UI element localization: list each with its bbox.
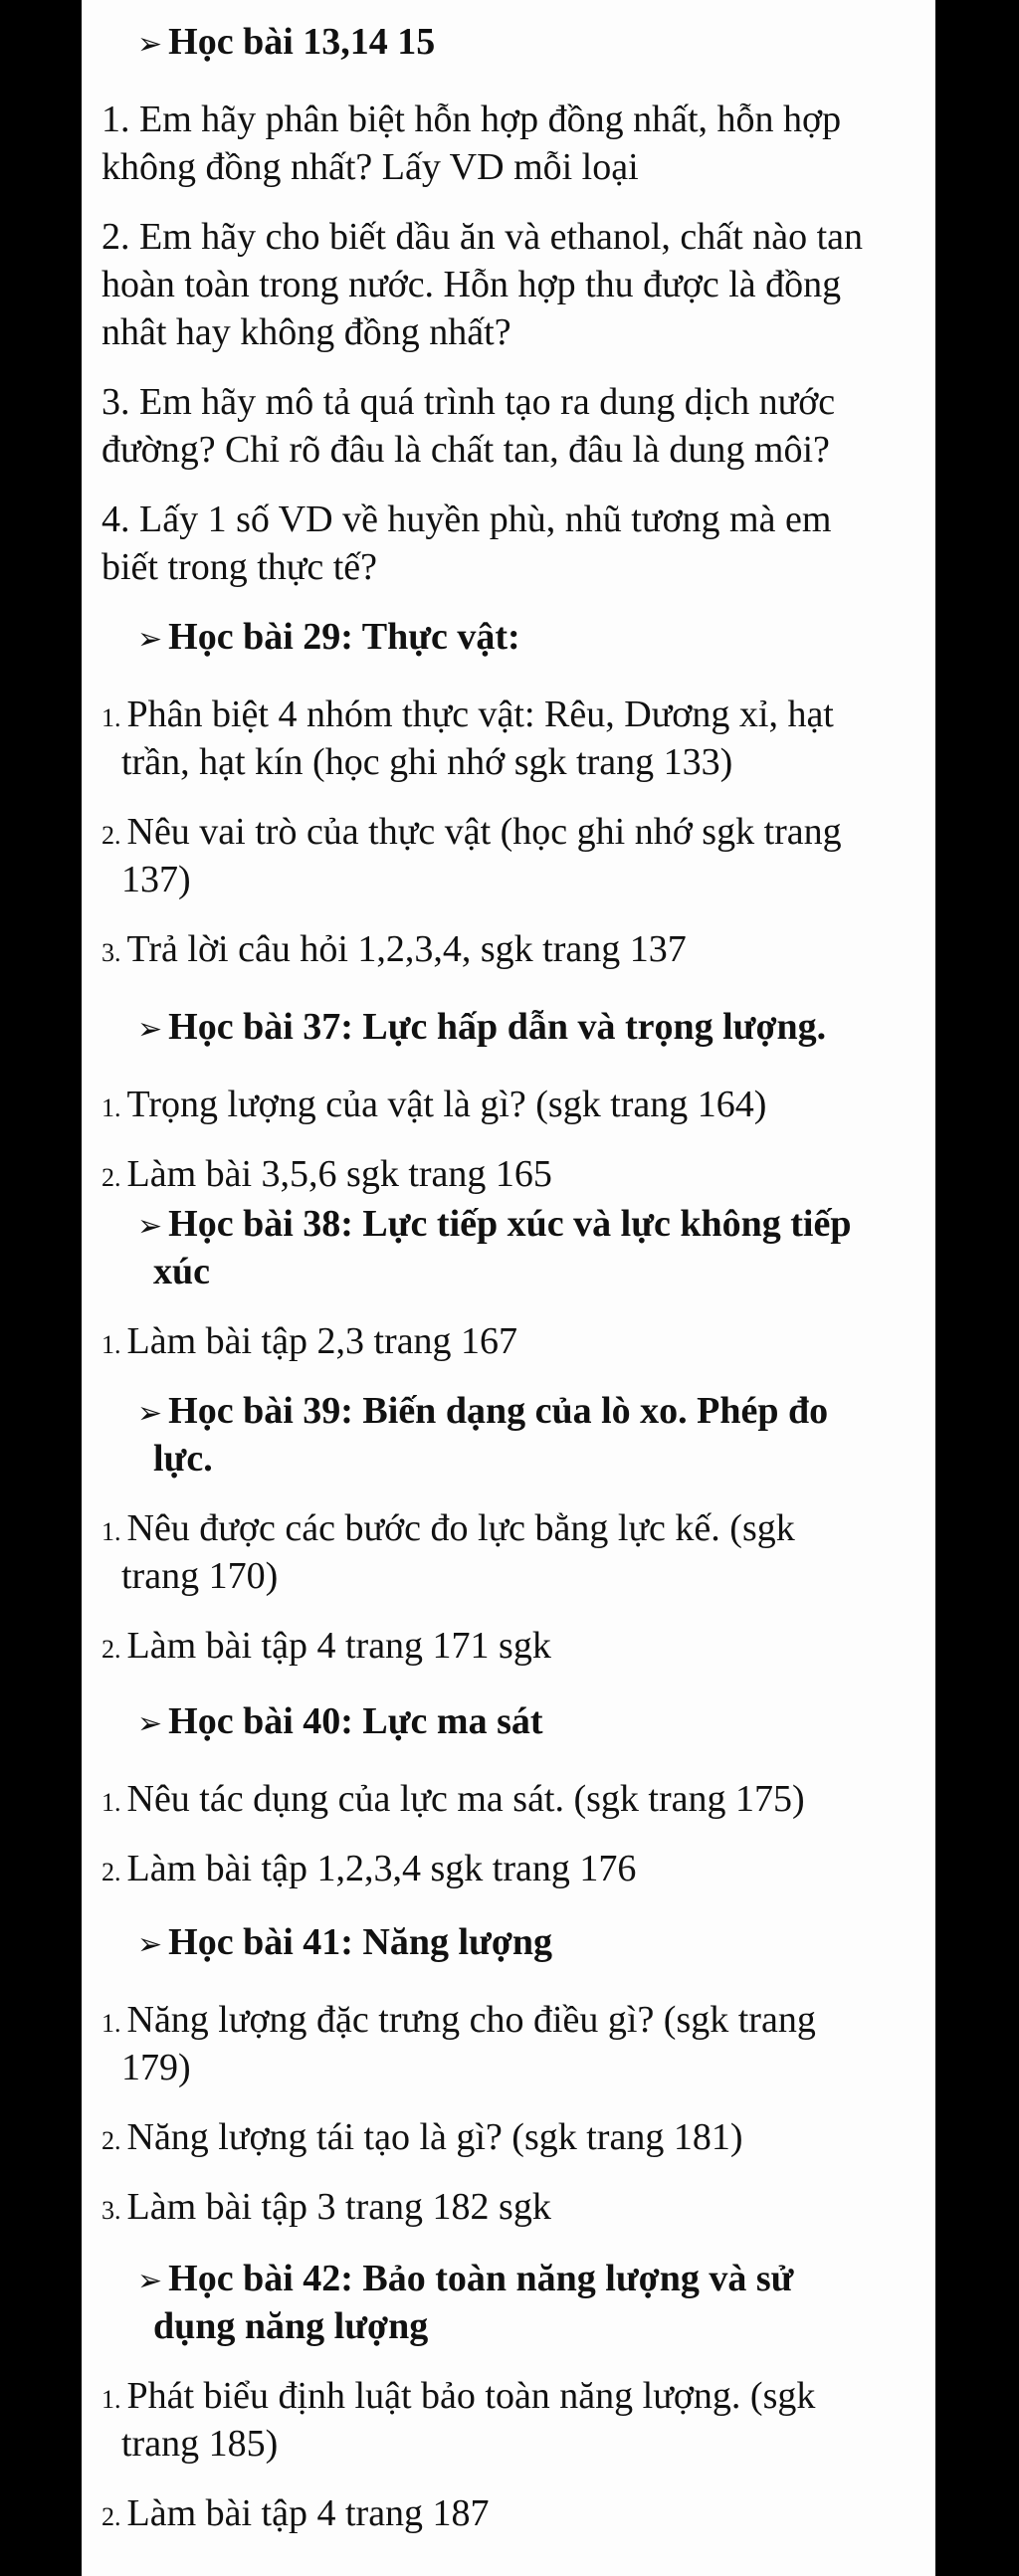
list-item xyxy=(102,1077,766,1136)
document-page xyxy=(82,0,935,2576)
section-heading xyxy=(137,609,520,668)
section-heading xyxy=(137,14,435,73)
list-item-continuation: trang 185) xyxy=(121,2423,279,2465)
list-item-continuation: 137) xyxy=(121,859,191,900)
heading-text: Học bài 39: Biến dạng của lò xo. Phép đo xyxy=(168,1390,829,1432)
item-text: Năng lượng tái tạo là gì? (sgk trang 181) xyxy=(126,2116,743,2158)
item-text: Làm bài tập 1,2,3,4 sgk trang 176 xyxy=(126,1848,637,1889)
item-number: 1. xyxy=(102,1330,121,1359)
heading-text: Học bài 37: Lực hấp dẫn và trọng lượng. xyxy=(168,1006,827,1048)
list-item xyxy=(102,1618,551,1678)
heading-text: Học bài 40: Lực ma sát xyxy=(168,1700,543,1742)
item-number: 3. xyxy=(102,2196,121,2225)
list-item-continuation: 179) xyxy=(121,2047,191,2088)
section-heading xyxy=(137,1914,552,1973)
item-number: 1. xyxy=(102,1093,121,1122)
section-heading xyxy=(137,1693,543,1752)
item-number: 2. xyxy=(102,1635,121,1664)
text-line: hoàn toàn trong nước. Hỗn hợp thu được là đồng xyxy=(102,264,842,305)
item-number: 1. xyxy=(102,1788,121,1817)
item-number: 1. xyxy=(102,1517,121,1546)
list-item xyxy=(102,1992,816,2052)
heading-text: Học bài 41: Năng lượng xyxy=(168,1921,553,1963)
list-item xyxy=(102,804,842,864)
text-line: không đồng nhất? Lấy VD mỗi loại xyxy=(102,146,639,188)
item-number: 2. xyxy=(102,2126,121,2155)
item-text: Trả lời câu hỏi 1,2,3,4, sgk trang 137 xyxy=(126,928,687,970)
list-item-continuation: trang 170) xyxy=(121,1555,279,1597)
item-text: Làm bài tập 4 trang 171 sgk xyxy=(126,1625,551,1667)
list-item-continuation: trần, hạt kín (học ghi nhớ sgk trang 133) xyxy=(121,741,733,783)
item-number: 3. xyxy=(102,938,121,967)
item-text: Phát biểu định luật bảo toàn năng lượng. (sgk xyxy=(126,2375,816,2417)
arrow-bullet-icon: ➢ xyxy=(137,1013,163,1046)
text-line: 3. Em hãy mô tả quá trình tạo ra dung dịch nước xyxy=(102,381,836,423)
item-text: Nêu tác dụng của lực ma sát. (sgk trang 175) xyxy=(126,1778,805,1820)
heading-text: Học bài 42: Bảo toàn năng lượng và sử xyxy=(168,2258,794,2299)
text-line: biết trong thực tế? xyxy=(102,546,378,588)
arrow-bullet-icon: ➢ xyxy=(137,1210,163,1243)
section-heading xyxy=(137,999,826,1058)
list-item xyxy=(102,1313,517,1373)
item-text: Làm bài tập 3 trang 182 sgk xyxy=(126,2186,551,2228)
item-number: 1. xyxy=(102,2385,121,2414)
list-item xyxy=(102,1771,805,1831)
arrow-bullet-icon: ➢ xyxy=(137,623,163,656)
list-item xyxy=(102,2485,490,2545)
arrow-bullet-icon: ➢ xyxy=(137,2265,163,2297)
item-text: Nêu vai trò của thực vật (học ghi nhớ sgk trang xyxy=(126,811,842,853)
section-heading-continuation: lực. xyxy=(153,1438,213,1480)
section-heading xyxy=(137,1383,828,1442)
list-item xyxy=(102,2179,551,2239)
text-line: đường? Chỉ rõ đâu là chất tan, đâu là dung môi? xyxy=(102,429,830,471)
list-item xyxy=(102,921,687,981)
item-number: 2. xyxy=(102,2502,121,2531)
item-text: Làm bài 3,5,6 sgk trang 165 xyxy=(126,1153,552,1195)
arrow-bullet-icon: ➢ xyxy=(137,28,163,61)
item-text: Làm bài tập 4 trang 187 xyxy=(126,2492,490,2534)
item-text: Phân biệt 4 nhóm thực vật: Rêu, Dương xỉ, hạt xyxy=(126,694,834,735)
text-line: 4. Lấy 1 số VD về huyền phù, nhũ tương mà em xyxy=(102,498,832,540)
section-heading xyxy=(137,1196,851,1255)
text-line: 2. Em hãy cho biết dầu ăn và ethanol, chất nào tan xyxy=(102,216,864,258)
item-text: Trọng lượng của vật là gì? (sgk trang 164) xyxy=(126,1084,767,1125)
item-number: 2. xyxy=(102,1858,121,1886)
list-item xyxy=(102,2109,742,2169)
heading-text: Học bài 29: Thực vật: xyxy=(168,616,520,658)
item-text: Nêu được các bước đo lực bằng lực kế. (sgk xyxy=(126,1507,795,1549)
list-item xyxy=(102,1841,636,1900)
arrow-bullet-icon: ➢ xyxy=(137,1707,163,1740)
item-text: Làm bài tập 2,3 trang 167 xyxy=(126,1320,518,1362)
heading-text: Học bài 38: Lực tiếp xúc và lực không tiếp xyxy=(168,1203,852,1245)
text-line: 1. Em hãy phân biệt hỗn hợp đồng nhất, hỗn hợp xyxy=(102,99,842,140)
item-text: Năng lượng đặc trưng cho điều gì? (sgk trang xyxy=(126,1999,816,2041)
heading-text: Học bài 13,14 15 xyxy=(168,21,436,63)
arrow-bullet-icon: ➢ xyxy=(137,1928,163,1961)
item-number: 2. xyxy=(102,1163,121,1192)
item-number: 2. xyxy=(102,821,121,850)
item-number: 1. xyxy=(102,703,121,732)
arrow-bullet-icon: ➢ xyxy=(137,1397,163,1430)
item-number: 1. xyxy=(102,2009,121,2038)
text-line: nhât hay không đồng nhất? xyxy=(102,311,511,353)
section-heading-continuation: dụng năng lượng xyxy=(153,2305,429,2347)
section-heading-continuation: xúc xyxy=(153,1251,210,1292)
